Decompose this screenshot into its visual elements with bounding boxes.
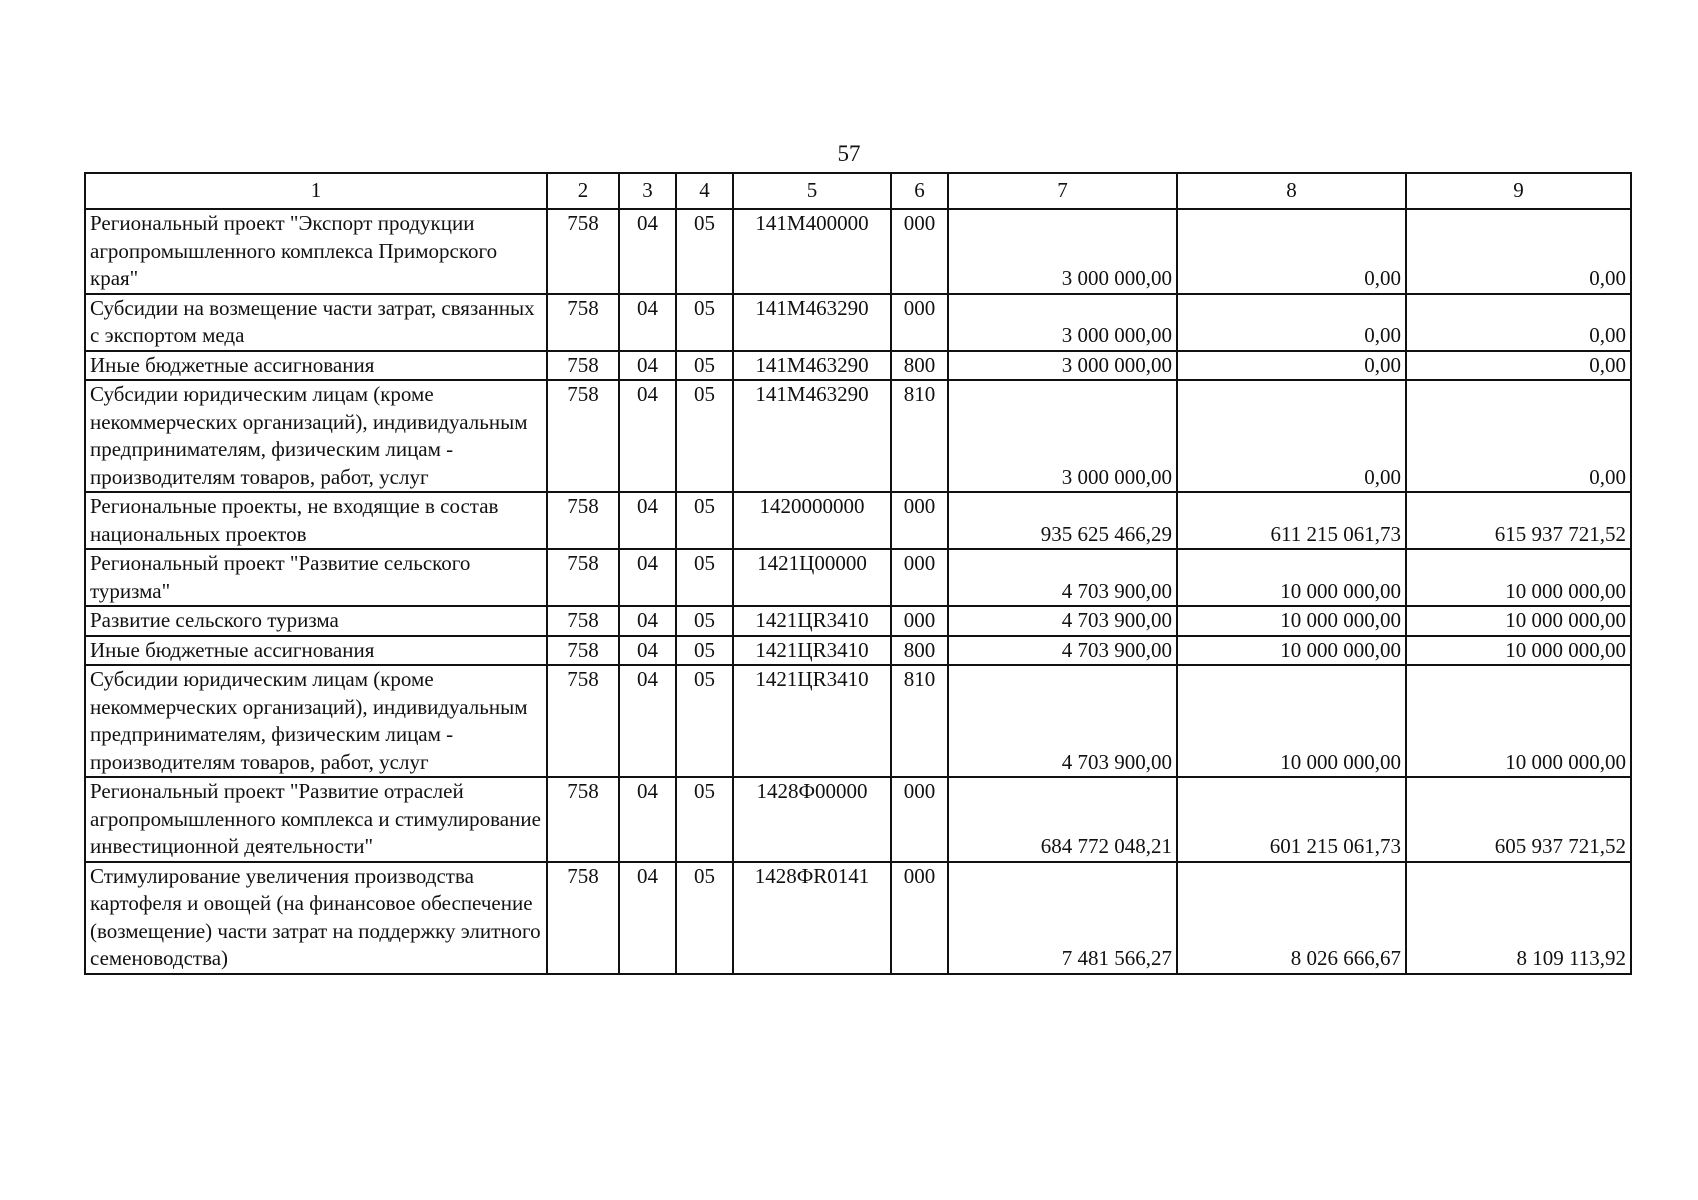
- page-number: 57: [837, 141, 861, 166]
- column-header: 1: [85, 173, 547, 209]
- row-name-cell: Региональный проект "Развитие отраслей агропромышленного комплекса и стимулирование инвестиционной деятельности": [85, 777, 547, 862]
- row-rz-cell: 04: [619, 777, 676, 862]
- row-name-cell: Региональный проект "Экспорт продукции агропромышленного комплекса Приморского края": [85, 209, 547, 294]
- row-csr-cell: 141M463290: [733, 380, 891, 492]
- row-pr-cell: 05: [676, 351, 733, 381]
- table-row: [85, 380, 1631, 492]
- table-row: [85, 665, 1631, 777]
- row-ved-cell: 758: [547, 549, 619, 606]
- row-rz-cell: 04: [619, 380, 676, 492]
- row-amount-col9: 8 109 113,92: [1406, 862, 1631, 974]
- row-ved-cell: 758: [547, 636, 619, 666]
- column-header: 2: [547, 173, 619, 209]
- row-amount-col7: 4 703 900,00: [948, 606, 1177, 636]
- row-amount-col8: 611 215 061,73: [1177, 492, 1406, 549]
- row-csr-cell: 141M400000: [733, 209, 891, 294]
- row-name-cell: Субсидии юридическим лицам (кроме некоммерческих организаций), индивидуальным предпринимателям, физическим лицам - производителям товаров, работ, услуг: [85, 665, 547, 777]
- row-name-cell: Иные бюджетные ассигнования: [85, 351, 547, 381]
- row-rz-cell: 04: [619, 606, 676, 636]
- row-csr-cell: 1428ФR0141: [733, 862, 891, 974]
- row-pr-cell: 05: [676, 862, 733, 974]
- table-header-row: [85, 173, 1631, 209]
- table-row: [85, 549, 1631, 606]
- column-header: 5: [733, 173, 891, 209]
- row-name-cell: Развитие сельского туризма: [85, 606, 547, 636]
- row-csr-cell: 141M463290: [733, 351, 891, 381]
- row-csr-cell: 1421ЦR3410: [733, 636, 891, 666]
- row-pr-cell: 05: [676, 294, 733, 351]
- row-ved-cell: 758: [547, 862, 619, 974]
- budget-table: [84, 172, 1632, 975]
- row-pr-cell: 05: [676, 606, 733, 636]
- row-name-cell: Иные бюджетные ассигнования: [85, 636, 547, 666]
- row-pr-cell: 05: [676, 209, 733, 294]
- column-header: 6: [891, 173, 948, 209]
- row-amount-col9: 605 937 721,52: [1406, 777, 1631, 862]
- row-amount-col9: 10 000 000,00: [1406, 549, 1631, 606]
- row-amount-col7: 3 000 000,00: [948, 351, 1177, 381]
- row-rz-cell: 04: [619, 862, 676, 974]
- row-amount-col8: 601 215 061,73: [1177, 777, 1406, 862]
- row-amount-col7: 935 625 466,29: [948, 492, 1177, 549]
- row-rz-cell: 04: [619, 294, 676, 351]
- column-header: 7: [948, 173, 1177, 209]
- row-name-cell: Региональный проект "Развитие сельского туризма": [85, 549, 547, 606]
- row-amount-col8: 0,00: [1177, 294, 1406, 351]
- row-amount-col8: 10 000 000,00: [1177, 606, 1406, 636]
- table-row: [85, 209, 1631, 294]
- table-row: [85, 351, 1631, 381]
- row-vr-cell: 000: [891, 209, 948, 294]
- row-pr-cell: 05: [676, 549, 733, 606]
- row-vr-cell: 000: [891, 606, 948, 636]
- row-vr-cell: 810: [891, 380, 948, 492]
- row-vr-cell: 000: [891, 294, 948, 351]
- row-vr-cell: 000: [891, 549, 948, 606]
- row-vr-cell: 000: [891, 777, 948, 862]
- row-amount-col8: 10 000 000,00: [1177, 665, 1406, 777]
- row-csr-cell: 1421ЦR3410: [733, 606, 891, 636]
- row-vr-cell: 800: [891, 351, 948, 381]
- table-row: [85, 862, 1631, 974]
- row-amount-col7: 4 703 900,00: [948, 636, 1177, 666]
- row-pr-cell: 05: [676, 492, 733, 549]
- row-ved-cell: 758: [547, 351, 619, 381]
- row-rz-cell: 04: [619, 492, 676, 549]
- table-row: [85, 492, 1631, 549]
- row-ved-cell: 758: [547, 777, 619, 862]
- row-ved-cell: 758: [547, 492, 619, 549]
- row-amount-col9: 0,00: [1406, 209, 1631, 294]
- row-amount-col8: 0,00: [1177, 351, 1406, 381]
- table-row: [85, 636, 1631, 666]
- row-name-cell: Стимулирование увеличения производства картофеля и овощей (на финансовое обеспечение (возмещение) части затрат на поддержку элитного семеноводства): [85, 862, 547, 974]
- row-amount-col8: 10 000 000,00: [1177, 636, 1406, 666]
- row-vr-cell: 000: [891, 492, 948, 549]
- row-amount-col7: 3 000 000,00: [948, 380, 1177, 492]
- row-ved-cell: 758: [547, 380, 619, 492]
- row-ved-cell: 758: [547, 606, 619, 636]
- row-amount-col7: 3 000 000,00: [948, 294, 1177, 351]
- row-amount-col7: 7 481 566,27: [948, 862, 1177, 974]
- column-header: 3: [619, 173, 676, 209]
- row-pr-cell: 05: [676, 777, 733, 862]
- row-rz-cell: 04: [619, 636, 676, 666]
- row-amount-col9: 0,00: [1406, 351, 1631, 381]
- row-csr-cell: 141M463290: [733, 294, 891, 351]
- row-name-cell: Субсидии юридическим лицам (кроме некоммерческих организаций), индивидуальным предпринимателям, физическим лицам - производителям товаров, работ, услуг: [85, 380, 547, 492]
- table-row: [85, 606, 1631, 636]
- row-amount-col9: 0,00: [1406, 294, 1631, 351]
- row-amount-col8: 8 026 666,67: [1177, 862, 1406, 974]
- row-csr-cell: 1421ЦR3410: [733, 665, 891, 777]
- row-amount-col7: 684 772 048,21: [948, 777, 1177, 862]
- row-csr-cell: 1420000000: [733, 492, 891, 549]
- column-header: 4: [676, 173, 733, 209]
- row-pr-cell: 05: [676, 636, 733, 666]
- column-header: 8: [1177, 173, 1406, 209]
- row-pr-cell: 05: [676, 665, 733, 777]
- row-csr-cell: 1421Ц00000: [733, 549, 891, 606]
- row-rz-cell: 04: [619, 351, 676, 381]
- row-rz-cell: 04: [619, 549, 676, 606]
- row-amount-col8: 10 000 000,00: [1177, 549, 1406, 606]
- row-amount-col9: 10 000 000,00: [1406, 665, 1631, 777]
- row-vr-cell: 000: [891, 862, 948, 974]
- row-ved-cell: 758: [547, 665, 619, 777]
- row-amount-col8: 0,00: [1177, 380, 1406, 492]
- row-amount-col9: 615 937 721,52: [1406, 492, 1631, 549]
- row-amount-col8: 0,00: [1177, 209, 1406, 294]
- row-amount-col7: 4 703 900,00: [948, 665, 1177, 777]
- row-ved-cell: 758: [547, 209, 619, 294]
- row-name-cell: Региональные проекты, не входящие в состав национальных проектов: [85, 492, 547, 549]
- column-header: 9: [1406, 173, 1631, 209]
- row-amount-col9: 10 000 000,00: [1406, 606, 1631, 636]
- table-row: [85, 777, 1631, 862]
- row-vr-cell: 800: [891, 636, 948, 666]
- row-amount-col9: 0,00: [1406, 380, 1631, 492]
- row-amount-col9: 10 000 000,00: [1406, 636, 1631, 666]
- row-amount-col7: 4 703 900,00: [948, 549, 1177, 606]
- row-ved-cell: 758: [547, 294, 619, 351]
- row-name-cell: Субсидии на возмещение части затрат, связанных с экспортом меда: [85, 294, 547, 351]
- row-rz-cell: 04: [619, 209, 676, 294]
- row-amount-col7: 3 000 000,00: [948, 209, 1177, 294]
- row-rz-cell: 04: [619, 665, 676, 777]
- table-row: [85, 294, 1631, 351]
- row-pr-cell: 05: [676, 380, 733, 492]
- row-csr-cell: 1428Ф00000: [733, 777, 891, 862]
- row-vr-cell: 810: [891, 665, 948, 777]
